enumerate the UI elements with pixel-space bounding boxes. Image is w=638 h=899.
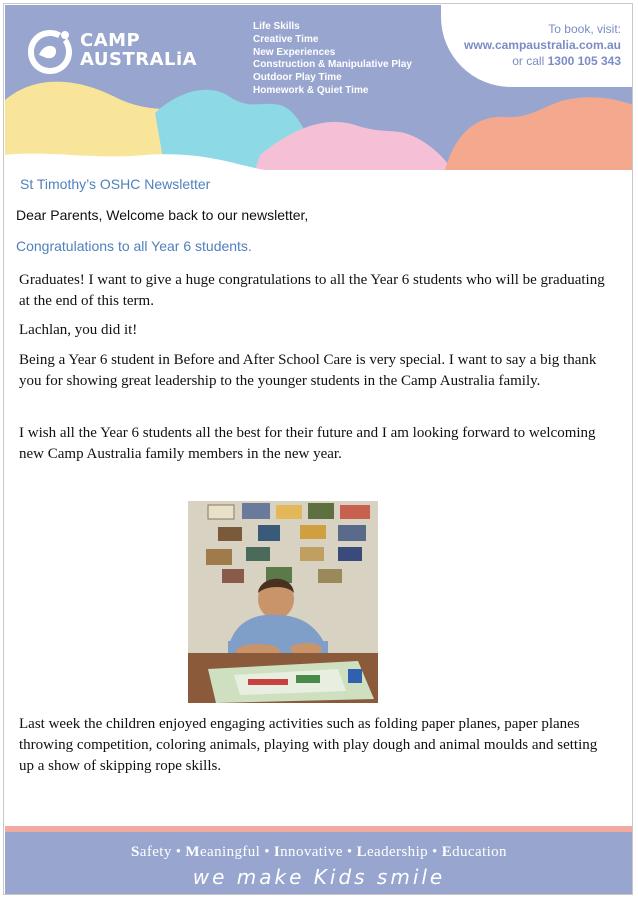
service-item: Outdoor Play Time <box>253 72 342 84</box>
congrats-heading: Congratulations to all Year 6 students. <box>16 238 252 254</box>
booking-info <box>464 21 621 69</box>
booking-call <box>464 53 621 69</box>
value-innovative: Innovative <box>273 844 343 860</box>
footer-banner <box>5 832 633 895</box>
service-item: Homework & Quiet Time <box>253 84 369 96</box>
paragraph-leadership: Being a Year 6 student in Before and After School Care is very special. I want to say a big thank you for showing great leadership to the younger students in the Camp Australia family. <box>19 352 597 389</box>
service-item: Construction & Manipulative Play <box>253 59 412 71</box>
camp-australia-logo <box>25 25 198 81</box>
paragraph-activities: Last week the children enjoyed engaging activities such as folding paper planes, paper planes throwing competition, coloring animals, playing with play dough and animal moulds and setting up a show of skipping rope skills. <box>19 716 598 774</box>
header-banner <box>5 5 633 170</box>
logo-wordmark <box>80 31 197 69</box>
separator-dot: • <box>432 844 438 860</box>
student-playing-board-game-photo <box>188 501 378 703</box>
value-education: Education <box>441 844 507 860</box>
tagline: we make Kids smile <box>192 865 446 889</box>
booking-label: To book, visit: <box>548 22 621 36</box>
logo-line-1: CAMP <box>80 30 141 51</box>
values-line <box>5 844 633 861</box>
booking-call-prefix: or call <box>512 54 548 68</box>
value-safety: Safety <box>131 844 172 860</box>
newsletter-title: St Timothy’s OSHC Newsletter <box>20 176 211 192</box>
booking-phone[interactable]: 1300 105 343 <box>547 54 621 68</box>
service-item: New Experiences <box>253 46 336 58</box>
service-item: Creative Time <box>253 33 319 45</box>
services-list <box>253 21 412 98</box>
separator-dot: • <box>346 844 353 860</box>
paragraph-lachlan: Lachlan, you did it! <box>19 322 138 338</box>
greeting-line: Dear Parents, Welcome back to our newsletter, <box>16 207 309 223</box>
logo-line-2: AUSTRALiA <box>80 49 198 70</box>
separator-dot: • <box>264 844 270 860</box>
booking-url-link[interactable]: www.campaustralia.com.au <box>464 38 621 52</box>
paragraph-graduates: Graduates! I want to give a huge congratulations to all the Year 6 students who will be graduating at the end of this term. <box>19 272 605 309</box>
separator-dot: • <box>175 844 182 860</box>
newsletter-page <box>3 3 633 895</box>
paragraph-best-wishes: I wish all the Year 6 students all the best for their future and I am looking forward to welcoming new Camp Australia family members in the new year. <box>19 425 596 462</box>
value-leadership: Leadership <box>356 844 429 860</box>
camp-australia-logo-icon <box>25 27 75 77</box>
service-item: Life Skills <box>253 21 300 32</box>
value-meaningful: Meaningful <box>185 844 261 860</box>
